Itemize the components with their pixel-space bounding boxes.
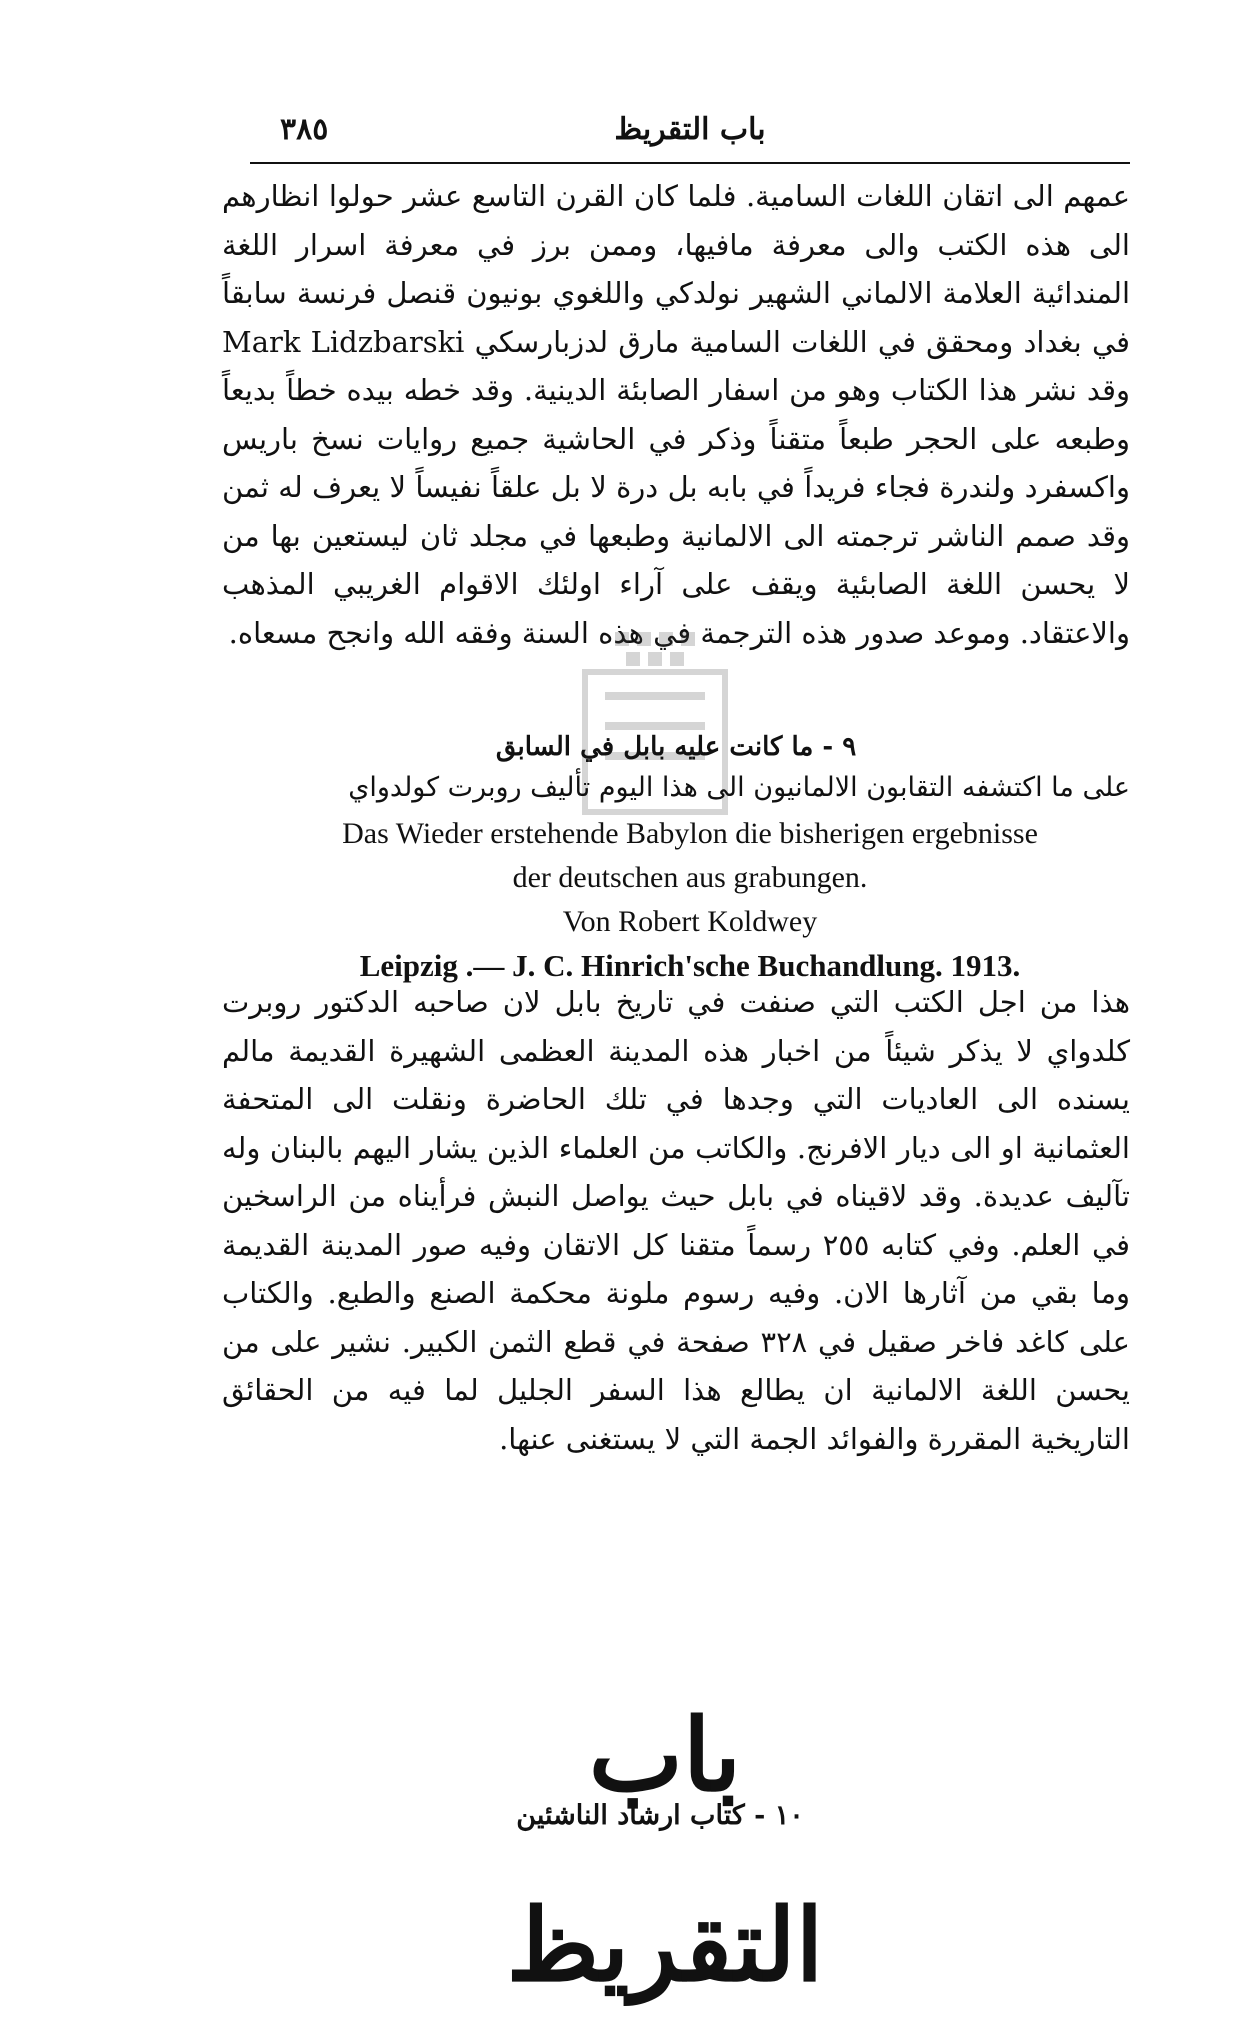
page-header	[250, 112, 1130, 162]
library-watermark	[545, 612, 765, 842]
book-title-latin	[250, 812, 1130, 988]
latin-title-line-2: der deutschen aus grabungen.	[512, 861, 868, 894]
book-title-arabic: على ما اكتشفه التقابون الالمانيون الى هذا اليوم تأليف روبرت كولدواي	[348, 772, 1130, 803]
latin-imprint-line: Leipzig .— J. C. Hinrich'sche Buchandlung. 1913.	[359, 948, 1021, 983]
section-heading: ٩ - ما كانت عليه بابل في السابق	[495, 732, 857, 762]
paragraph-1-text: عمهم الى اتقان اللغات السامية. فلما كان القرن التاسع عشر حولوا انظارهم الى هذه الكتب والى معرفة مافيها، وممن برز في معرفة اسرار اللغة المندائية العلامة الالماني الشهير نولدكي واللغوي بونيون قنصل فرنسة سابقاً في بغداد ومحقق في اللغات السامية مارق لدزبارسكي Mark Lidzbarski وقد نشر هذا الكتاب وهو من اسفار الصابئة الدينية. وقد خطه بيده خطاً بديعاً وطبعه على الحجر طبعاً متقناً وذكر في الحاشية جميع روايات نسخ باريس واكسفرد ولندرة فجاء فريداً في بابه بل درة لا بل علقاً نفيساً لا يعرف له ثمن وقد صمم الناشر ترجمته الى الالمانية وطبعها في مجلد ثان ليستعين بها من لا يحسن اللغة الصابئية ويقف على آراء اولئك الاقوام الغريبي المذهب والاعتقاد. وموعد صدور هذه الترجمة في هذه السنة وفقه الله وانجح مسعاه.	[222, 179, 1130, 650]
paragraph-2	[222, 978, 1130, 1463]
paragraph-1	[222, 172, 1130, 657]
page-number: ٣٨٥	[280, 112, 329, 147]
running-title: باب التقريظ	[614, 112, 766, 147]
latin-title-line-1: Das Wieder erstehende Babylon die bisherigen ergebnisse	[342, 817, 1038, 850]
header-rule	[250, 162, 1130, 164]
next-item-heading: ١٠ - كتاب ارشاد الناشئين	[516, 1800, 804, 1831]
ornamental-section-title: باب التقريظ	[506, 1696, 824, 2004]
latin-author-line: Von Robert Koldwey	[562, 905, 818, 938]
paragraph-2-text: هذا من اجل الكتب التي صنفت في تاريخ بابل لان صاحبه الدكتور روبرت كلدواي لا يذكر شيئاً من اخبار هذه المدينة العظمى الشهيرة القديمة مالم يسنده الى العاديات التي وجدها في تلك الحاضرة ونقلت الى المتحفة العثمانية او الى ديار الافرنج. والكاتب من العلماء الذين يشار اليهم بالبنان وله تآليف عديدة. وقد لاقيناه في بابل حيث يواصل النبش فرأيناه من الراسخين في العلم. وفي كتابه ٢٥٥ رسماً متقنا كل الاتقان وفيه صور المدينة القديمة وما بقي من آثارها الان. وفيه رسوم ملونة محكمة الصنع والطبع. والكتاب على كاغد فاخر صقيل في ٣٢٨ صفحة في قطع الثمن الكبير. نشير على من يحسن اللغة الالمانية ان يطالع هذا السفر الجليل لما فيه من الحقائق التاريخية المقررة والفوائد الجمة التي لا يستغنى عنها.	[222, 985, 1130, 1456]
